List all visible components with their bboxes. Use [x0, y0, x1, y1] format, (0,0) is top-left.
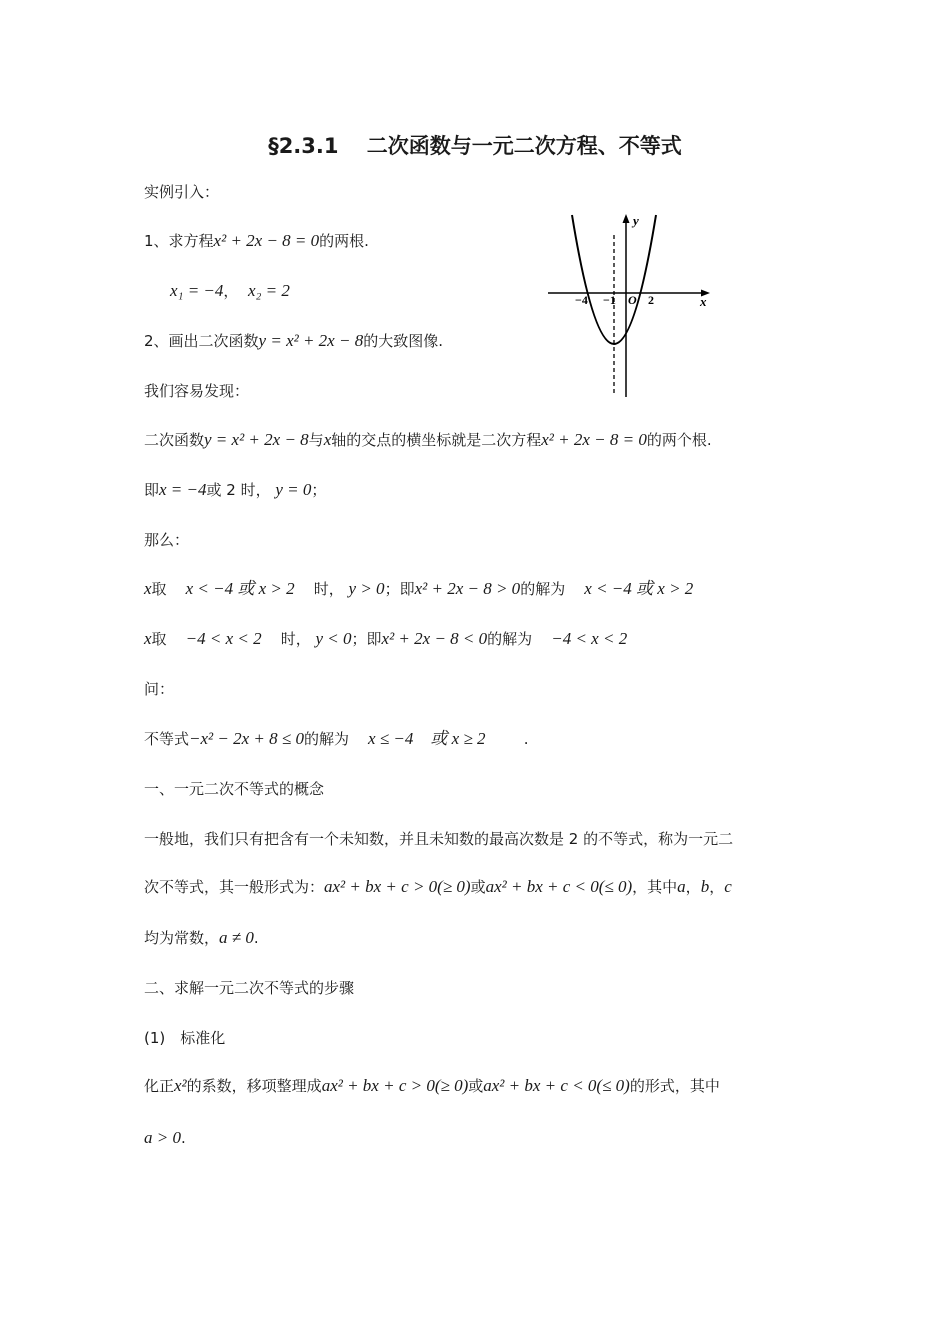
parabola-graph [540, 205, 715, 400]
case-positive: x取 x < −4 或 x > 2 时， y > 0；即x² + 2x − 8 > 0的解为 x < −4 或 x > 2 [144, 579, 694, 598]
definition-line-2: 次不等式，其一般形式为：ax² + bx + c > 0(≥ 0)或ax² + bx + c < 0(≤ 0)，其中a，b，c [144, 877, 732, 896]
roots-answer: x₁ = −4， x₂ = 2 [170, 281, 290, 300]
ask-label: 问： [144, 680, 175, 698]
answer-fill: x ≤ −4 或 x ≥ 2 [368, 729, 486, 748]
then-label: 那么： [144, 531, 190, 549]
tick-label-2: 2 [648, 293, 654, 307]
section-heading-1: 一、一元二次不等式的概念 [144, 780, 325, 798]
function-expression: y = x² + 2x − 8 [258, 331, 364, 350]
discover-label: 我们容易发现： [144, 382, 250, 400]
y-axis-arrow [623, 214, 630, 223]
x-axis-label: x [700, 294, 707, 309]
question-1: 1、求方程x² + 2x − 8 = 0的两根. [144, 231, 369, 250]
standardize-line-2: a > 0. [144, 1128, 186, 1147]
intro-label: 实例引入： [144, 183, 220, 201]
case-negative: x取 −4 < x < 2 时， y < 0；即x² + 2x − 8 < 0的解为 −4 < x < 2 [144, 629, 628, 648]
definition-line-1: 一般地，我们只有把含有一个未知数，并且未知数的最高次数是 2 的不等式，称为一元二 [144, 830, 734, 848]
equation: x² + 2x − 8 = 0 [213, 231, 320, 250]
roots-statement: 即x = −4或 2 时， y = 0； [144, 480, 327, 499]
question-2: 2、画出二次函数y = x² + 2x − 8的大致图像. [144, 331, 443, 350]
tick-label-neg4: −4 [575, 293, 588, 307]
standardize-line-1: 化正x²的系数，移项整理成ax² + bx + c > 0(≥ 0)或ax² + bx + c < 0(≤ 0)的形式，其中 [144, 1076, 720, 1095]
question-inequality: 不等式−x² − 2x + 8 ≤ 0的解为 x ≤ −4 或 x ≥ 2 . [144, 729, 529, 748]
tick-label-neg1: −1 [603, 293, 616, 307]
observation-paragraph: 二次函数y = x² + 2x − 8与x轴的交点的横坐标就是二次方程x² + 2x − 8 = 0的两个根. [144, 430, 712, 449]
page-title: §2.3.1 二次函数与一元二次方程、不等式 [268, 134, 682, 158]
y-axis-label: y [633, 213, 639, 228]
section-heading-2: 二、求解一元二次不等式的步骤 [144, 979, 355, 997]
definition-line-3: 均为常数，a ≠ 0. [144, 928, 259, 947]
step-1-heading: (1) 标准化 [144, 1029, 226, 1047]
origin-label: O [628, 293, 637, 307]
